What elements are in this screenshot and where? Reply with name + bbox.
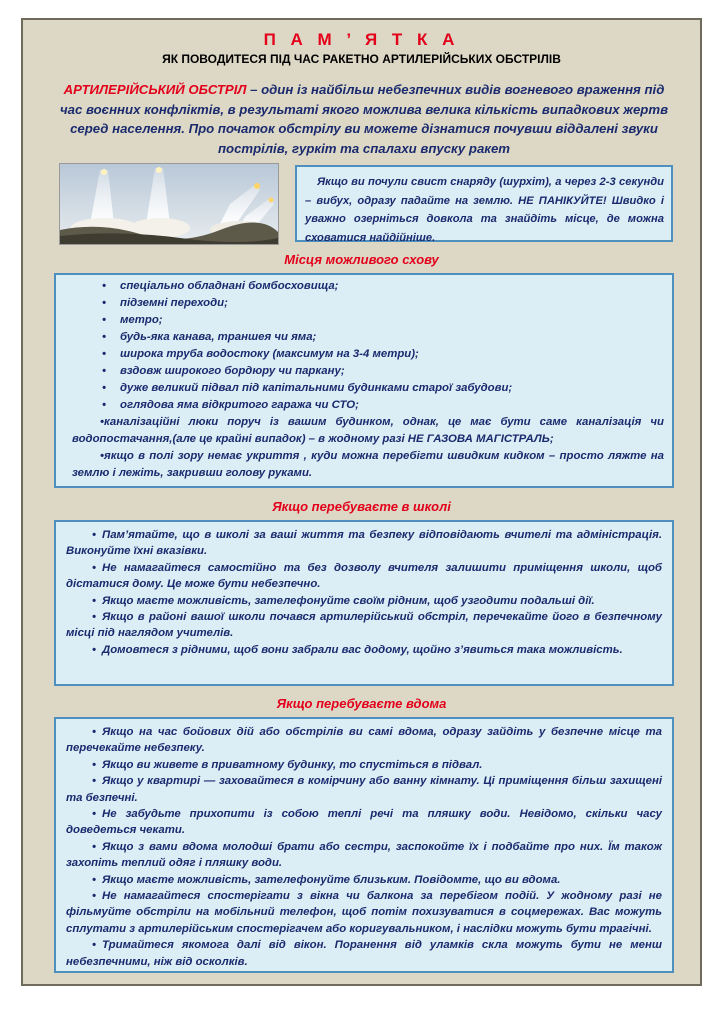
home-item: • Якщо у квартирі — заховайтеся в комірчину або ванну кімнату. Ці приміщення більш захищені та безпечні.: [66, 775, 662, 804]
school-item: • Якщо маєте можливість, зателефонуйте своїм рідним, щоб узгодити подальші дії.: [92, 594, 595, 607]
list-item: • оглядова яма відкритого гаража чи СТО;: [102, 399, 359, 411]
list-item: • будь-яка канава, траншея чи яма;: [102, 331, 317, 343]
memo-sheet: [21, 18, 702, 986]
list-item: •каналізаційні люки поруч із вашим будинком, однак, це має бути саме каналізація чи водопостачання,(але це крайні випадок) – в жодному разі НЕ ГАЗОВА МАГІСТРАЛЬ;: [72, 416, 664, 445]
warning-box: Якщо ви почули свист снаряду (шурхіт), а через 2-3 секунди – вибух, одразу падайте на землю. НЕ ПАНІКУЙТЕ! Швидко і уважно озерніться довкола та знайдіть місце, де можна сховатися найдійніше.: [295, 165, 673, 242]
home-heading: Якщо перебуваєте вдома: [276, 696, 447, 711]
home-item: • Не забудьте прихопити із собою теплі речі та пляшку води. Невідомо, скільки часу доведеться чекати.: [66, 808, 662, 837]
school-item: • Домовтеся з рідними, щоб вони забрали вас додому, щойно з’явиться така можливість.: [92, 643, 623, 656]
rocket-launch-icon: [60, 164, 278, 244]
rocket-launch-photo: [59, 163, 279, 245]
list-item: •якщо в полі зору немає укриття , куди можна перебігти швидким кидком – просто ляжте на землю і лежіть, закривши голову руками.: [72, 450, 664, 479]
intro-paragraph: [59, 80, 669, 158]
home-item: • Якщо на час бойових дій або обстрілів ви самі вдома, одразу зайдіть у безпечне місце та перечекайте небезпеку.: [66, 726, 662, 755]
page-title: П А М ’ Я Т К А: [263, 30, 460, 49]
school-box: [54, 520, 674, 686]
list-item: • спеціально обладнані бомбосховища;: [102, 280, 339, 292]
home-item: • Не намагайтеся спостерігати з вікна чи балкона за перебігом подій. У жодному разі не фільмуйте обстріли на мобільний телефон, щоб потім похизуватися в соцмережах. Вас можуть сплутати з артилерійським спостерігачем або коригувальником, і наслідки можуть бути трагічні.: [66, 890, 662, 935]
school-item: • Пам’ятайте, що в школі за ваші життя та безпеку відповідають вчителі та адміністрація. Виконуйте їхні вказівки.: [66, 529, 662, 558]
home-item: • Якщо з вами вдома молодші брати або сестри, заспокойте їх і подбайте про них. Їм також захопіть теплий одяг і пляшку води.: [66, 840, 662, 870]
intro-term: АРТИЛЕРІЙСЬКИЙ ОБСТРІЛ: [63, 82, 247, 97]
home-item: • Якщо ви живете в приватному будинку, то спустіться в підвал.: [92, 758, 483, 771]
places-heading: Місця можливого схову: [284, 252, 439, 267]
school-item: • Не намагайтеся самостійно та без дозволу вчителя залишити приміщення школи, щоб дістатися дому. Це може бути небезпечно.: [66, 561, 662, 591]
school-item: • Якщо в районі вашої школи почався артилерійський обстріл, перечекайте його в безпечному місці під наглядом учителів.: [66, 611, 662, 640]
list-item: • широка труба водостоку (максимум на 3-4 метри);: [102, 348, 419, 360]
list-item: • підземні переходи;: [102, 297, 228, 309]
page-subtitle: ЯК ПОВОДИТЕСЯ ПІД ЧАС РАКЕТНО АРТИЛЕРІЙСЬКИХ ОБСТРІЛІВ: [162, 52, 561, 66]
list-item: • вздовж широкого бордюру чи паркану;: [102, 365, 345, 377]
places-box: [54, 273, 674, 488]
list-item: • метро;: [102, 314, 163, 326]
school-heading: Якщо перебуваєте в школі: [272, 499, 451, 514]
intro-text: – один із найбільш небезпечних видів вогневого враження під час воєнних конфліктів, в результаті якого можлива велика кількість випадкових жертв серед населення. Про початок обстрілу ви можете дізнатися почувши віддалені звуки пострілів, гуркіт та спалахи впуску ракет: [59, 82, 669, 156]
home-box: [54, 717, 674, 973]
list-item: • дуже великий підвал під капітальними будинками старої забудови;: [102, 382, 513, 394]
places-list: [66, 278, 664, 482]
home-item: • Якщо маєте можливість, зателефонуйте близьким. Повідомте, що ви вдома.: [92, 873, 561, 886]
home-item: • Тримайтеся якомога далі від вікон. Поранення від уламків скла можуть бути не менш небезпечними, ніж від осколків.: [66, 939, 662, 968]
